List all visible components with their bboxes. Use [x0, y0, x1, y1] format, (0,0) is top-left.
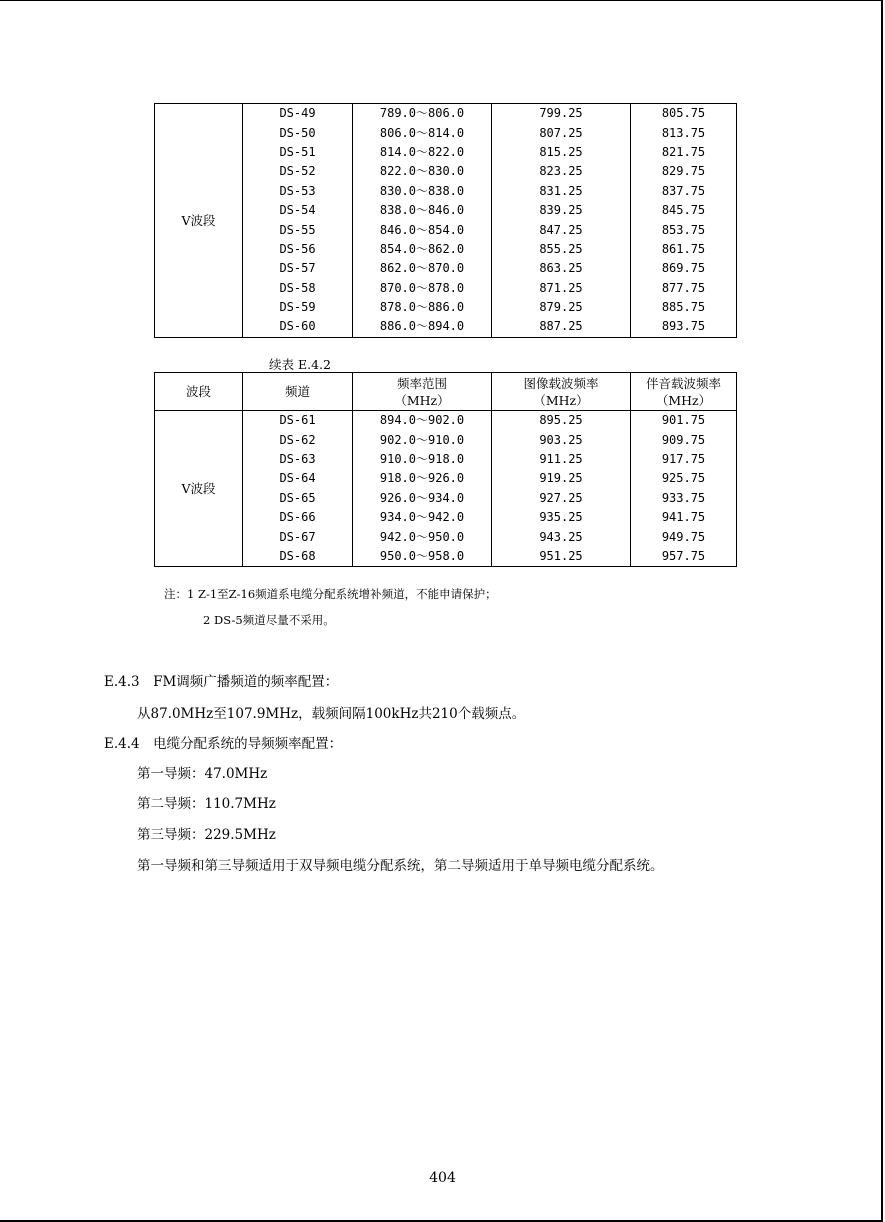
channel-cell: DS-60	[243, 317, 353, 337]
table-row	[155, 489, 737, 508]
channel-table-continued	[154, 103, 737, 338]
sound-carrier-cell: 845.75	[631, 201, 737, 220]
picture-carrier-cell: 903.25	[492, 430, 631, 449]
picture-carrier-cell: 847.25	[492, 220, 631, 239]
sound-carrier-cell: 901.75	[631, 411, 737, 431]
header-channel: 频道	[243, 373, 353, 411]
sound-carrier-cell: 869.75	[631, 259, 737, 278]
header-picture-carrier: 图像载波频率 （MHz）	[492, 373, 631, 411]
frequency-range-cell: 886.0～894.0	[353, 317, 492, 337]
table-row	[155, 298, 737, 317]
channel-cell: DS-57	[243, 259, 353, 278]
table-row	[155, 259, 737, 278]
table-row	[155, 104, 737, 124]
frequency-range-cell: 822.0～830.0	[353, 162, 492, 181]
sound-carrier-cell: 813.75	[631, 123, 737, 142]
frequency-range-cell: 814.0～822.0	[353, 143, 492, 162]
frequency-range-cell: 789.0～806.0	[353, 104, 492, 124]
header-frequency-range: 频率范围 （MHz）	[353, 373, 492, 411]
picture-carrier-cell: 823.25	[492, 162, 631, 181]
channel-cell: DS-64	[243, 469, 353, 488]
frequency-range-cell: 806.0～814.0	[353, 123, 492, 142]
picture-carrier-cell: 919.25	[492, 469, 631, 488]
channel-cell: DS-66	[243, 508, 353, 527]
sound-carrier-cell: 853.75	[631, 220, 737, 239]
table-row	[155, 469, 737, 488]
note-2: 2 DS-5频道尽量不采用。	[203, 613, 335, 627]
frequency-range-cell: 926.0～934.0	[353, 489, 492, 508]
table-row	[155, 508, 737, 527]
table-caption: 续表 E.4.2	[269, 357, 331, 372]
channel-cell: DS-53	[243, 182, 353, 201]
picture-carrier-cell: 855.25	[492, 240, 631, 259]
header-sound-carrier: 伴音载波频率 （MHz）	[631, 373, 737, 411]
table-row	[155, 547, 737, 567]
pilot-1: 第一导频：47.0MHz	[137, 766, 268, 782]
table-row	[155, 240, 737, 259]
channel-cell: DS-65	[243, 489, 353, 508]
table-row	[155, 182, 737, 201]
channel-cell: DS-50	[243, 123, 353, 142]
table-row	[155, 527, 737, 546]
frequency-range-cell: 942.0～950.0	[353, 527, 492, 546]
frequency-range-cell: 894.0～902.0	[353, 411, 492, 431]
sound-carrier-cell: 885.75	[631, 298, 737, 317]
picture-carrier-cell: 807.25	[492, 123, 631, 142]
picture-carrier-cell: 831.25	[492, 182, 631, 201]
band-cell: V波段	[155, 411, 243, 567]
sound-carrier-cell: 941.75	[631, 508, 737, 527]
frequency-range-cell: 902.0～910.0	[353, 430, 492, 449]
frequency-range-cell: 950.0～958.0	[353, 547, 492, 567]
frequency-range-cell: 838.0～846.0	[353, 201, 492, 220]
table-row	[155, 450, 737, 469]
channel-cell: DS-51	[243, 143, 353, 162]
channel-cell: DS-49	[243, 104, 353, 124]
picture-carrier-cell: 887.25	[492, 317, 631, 337]
frequency-range-cell: 830.0～838.0	[353, 182, 492, 201]
picture-carrier-cell: 799.25	[492, 104, 631, 124]
sound-carrier-cell: 949.75	[631, 527, 737, 546]
pilot-2: 第二导频：110.7MHz	[137, 796, 276, 812]
section-e444-heading: E.4.4 电缆分配系统的导频频率配置：	[104, 736, 343, 752]
picture-carrier-cell: 895.25	[492, 411, 631, 431]
picture-carrier-cell: 863.25	[492, 259, 631, 278]
frequency-range-cell: 862.0～870.0	[353, 259, 492, 278]
channel-cell: DS-54	[243, 201, 353, 220]
channel-cell: DS-67	[243, 527, 353, 546]
table-row	[155, 411, 737, 431]
header-band: 波段	[155, 373, 243, 411]
sound-carrier-cell: 917.75	[631, 450, 737, 469]
frequency-range-cell: 910.0～918.0	[353, 450, 492, 469]
channel-table-e42	[154, 372, 737, 567]
picture-carrier-cell: 815.25	[492, 143, 631, 162]
table-row	[155, 143, 737, 162]
frequency-range-cell: 846.0～854.0	[353, 220, 492, 239]
note-1: 注：1 Z-1至Z-16频道系电缆分配系统增补频道，不能申请保护；	[164, 587, 497, 601]
sound-carrier-cell: 861.75	[631, 240, 737, 259]
sound-carrier-cell: 829.75	[631, 162, 737, 181]
channel-cell: DS-52	[243, 162, 353, 181]
section-e443-heading: E.4.3 FM调频广播频道的频率配置：	[104, 674, 339, 690]
pilot-3: 第三导频：229.5MHz	[137, 827, 276, 843]
sound-carrier-cell: 837.75	[631, 182, 737, 201]
picture-carrier-cell: 927.25	[492, 489, 631, 508]
sound-carrier-cell: 909.75	[631, 430, 737, 449]
pilot-note: 第一导频和第三导频适用于双导频电缆分配系统，第二导频适用于单导频电缆分配系统。	[137, 858, 664, 874]
channel-cell: DS-62	[243, 430, 353, 449]
channel-cell: DS-59	[243, 298, 353, 317]
band-cell: V波段	[155, 104, 243, 338]
sound-carrier-cell: 925.75	[631, 469, 737, 488]
sound-carrier-cell: 877.75	[631, 279, 737, 298]
sound-carrier-cell: 893.75	[631, 317, 737, 337]
page-number: 404	[429, 1170, 456, 1186]
table-header-row	[155, 373, 737, 411]
channel-cell: DS-56	[243, 240, 353, 259]
picture-carrier-cell: 911.25	[492, 450, 631, 469]
picture-carrier-cell: 879.25	[492, 298, 631, 317]
table-row	[155, 220, 737, 239]
frequency-range-cell: 870.0～878.0	[353, 279, 492, 298]
channel-cell: DS-61	[243, 411, 353, 431]
picture-carrier-cell: 871.25	[492, 279, 631, 298]
picture-carrier-cell: 943.25	[492, 527, 631, 546]
channel-cell: DS-55	[243, 220, 353, 239]
table-row	[155, 430, 737, 449]
table-row	[155, 162, 737, 181]
sound-carrier-cell: 805.75	[631, 104, 737, 124]
frequency-range-cell: 854.0～862.0	[353, 240, 492, 259]
table-row	[155, 123, 737, 142]
sound-carrier-cell: 957.75	[631, 547, 737, 567]
sound-carrier-cell: 821.75	[631, 143, 737, 162]
channel-cell: DS-68	[243, 547, 353, 567]
sound-carrier-cell: 933.75	[631, 489, 737, 508]
frequency-range-cell: 878.0～886.0	[353, 298, 492, 317]
table-row	[155, 317, 737, 337]
picture-carrier-cell: 951.25	[492, 547, 631, 567]
frequency-range-cell: 918.0～926.0	[353, 469, 492, 488]
table-row	[155, 201, 737, 220]
frequency-range-cell: 934.0～942.0	[353, 508, 492, 527]
section-e443-body: 从87.0MHz至107.9MHz，载频间隔100kHz共210个载频点。	[137, 706, 526, 722]
picture-carrier-cell: 935.25	[492, 508, 631, 527]
table-row	[155, 279, 737, 298]
channel-cell: DS-63	[243, 450, 353, 469]
picture-carrier-cell: 839.25	[492, 201, 631, 220]
channel-cell: DS-58	[243, 279, 353, 298]
